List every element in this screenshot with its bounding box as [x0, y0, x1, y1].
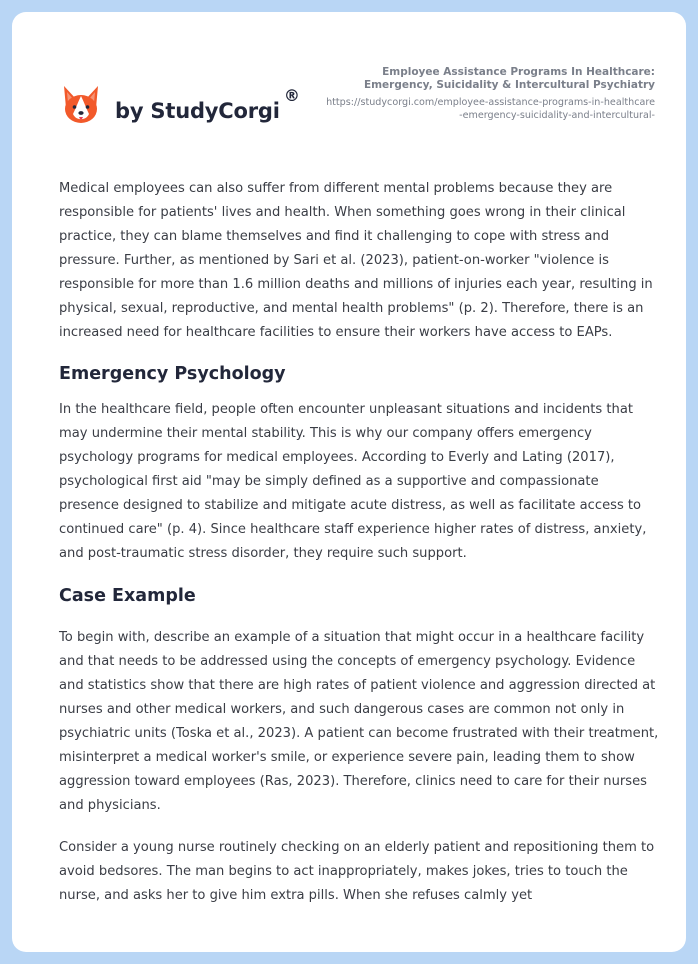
article-body: [59, 177, 659, 908]
document-meta: [325, 66, 655, 122]
brand-name: [115, 86, 300, 123]
section-heading-emergency-psychology: Emergency Psychology: [59, 364, 286, 384]
document-url[interactable]: https://studycorgi.com/employee-assistance-programs-in-healthcare-emergency-suicidality-and-intercultural-: [326, 97, 655, 121]
paragraph: Medical employees can also suffer from different mental problems because they are responsible for patients' lives and health. When something goes wrong in their clinical practice, they can blame themselves and find it challenging to cope with stress and pressure. Further, as mentioned by Sari et al. (2023), patient-on-worker "violence is responsible for more than 1.6 million deaths and millions of injuries each year, resulting in physical, sexual, reproductive, and mental health problems" (p. 2). Therefore, there is an increased need for healthcare facilities to ensure their workers have access to EAPs.: [59, 181, 653, 340]
brand-text: by StudyCorgi: [115, 99, 280, 123]
document-title: Employee Assistance Programs In Healthcare: Emergency, Suicidality & Intercultural Psychiatry: [363, 66, 655, 91]
paragraph-gap: [59, 818, 659, 836]
document-page: [12, 12, 686, 952]
registered-mark: ®: [283, 86, 300, 105]
paragraph: Consider a young nurse routinely checking on an elderly patient and repositioning them to avoid bedsores. The man begins to act inappropriately, makes jokes, tries to touch the nurse, and asks her to give him extra pills. When she refuses calmly yet: [59, 840, 655, 903]
section-heading-case-example: Case Example: [59, 586, 196, 606]
paragraph: In the healthcare field, people often encounter unpleasant situations and incidents that may undermine their mental stability. This is why our company offers emergency psychology programs for medical employees. According to Everly and Lating (2017), psychological first aid "may be simply defined as a supportive and compassionate presence designed to stabilize and mitigate acute distress, as well as facilitate access to continued care" (p. 4). Since healthcare staff experience higher rates of distress, anxiety, and post-traumatic stress disorder, they require such support.: [59, 402, 647, 561]
paragraph: To begin with, describe an example of a situation that might occur in a healthcare facility and that needs to be addressed using the concepts of emergency psychology. Evidence and statistics show that there are high rates of patient violence and aggression directed at nurses and other medical workers, and such dangerous cases are common not only in psychiatric units (Toska et al., 2023). A patient can become frustrated with their treatment, misinterpret a medical worker's smile, or experience severe pain, leading them to show aggression toward employees (Ras, 2023). Therefore, clinics need to care for their nurses and physicians.: [59, 630, 659, 813]
studycorgi-logo[interactable]: [61, 78, 300, 134]
corgi-head-icon: [61, 84, 101, 128]
